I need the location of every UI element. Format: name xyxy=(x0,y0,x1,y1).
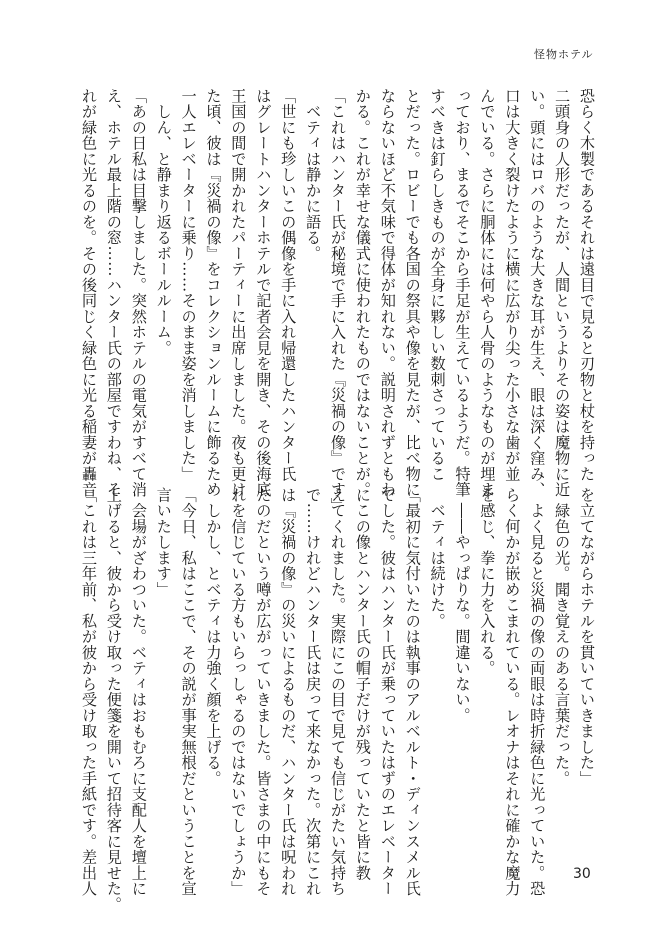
text-column: っており、まるでそこから手足が生えているようだ。特筆 xyxy=(453,88,472,498)
page-number: 30 xyxy=(573,866,591,882)
text-column: 口は大きく裂けたように横に広がり尖った小さな歯が並 xyxy=(503,88,522,482)
text-column: 上げると、彼から受け取った便箋を開いて招待客に見せた。 xyxy=(104,487,123,913)
text-column: 言いたします」 xyxy=(154,487,173,598)
text-column: で……けれどハンター氏は戻って来なかった。次第にこれ xyxy=(304,487,323,897)
text-column: 緑色の光。聞き覚えのある言葉だった。 xyxy=(553,487,572,787)
text-column: え、ホテル最上階の窓……ハンター氏の部屋ですわね、そ xyxy=(104,88,123,498)
text-column: 王国の間で開かれたパーティーに出席しました。夜も更け xyxy=(229,88,248,498)
text-column: 「これはハンター氏が秘境で手に入れた『災禍の像』です」 xyxy=(329,88,347,514)
text-column: ――やっぱりな。間違いない。 xyxy=(453,487,472,724)
text-column: よく見ると災禍の像の両眼は時折緑色に光っていた。恐 xyxy=(528,487,547,897)
text-column: 一人エレベーターに乗り……そのまま姿を消しました」 xyxy=(179,88,198,482)
text-column: ベティは静かに語る。 xyxy=(304,88,323,262)
text-column: かる。これが幸せな儀式に使われたものではないことが。 xyxy=(353,88,372,498)
text-column: ベティは続けた。 xyxy=(428,487,447,629)
text-column: れを信じている方もいらっしゃるのではないでしょうか」 xyxy=(229,487,248,897)
text-column: 「これは三年前、私が彼から受け取った手紙です。差出人 xyxy=(80,487,98,897)
text-column: 「世にも珍しいこの偶像を手に入れ帰還したハンター氏 xyxy=(279,88,298,482)
text-column: い。頭にはロバのような大きな耳が生え、眼は深く窪み、 xyxy=(528,88,547,498)
text-column: 会場がざわついた。ベティはおもむろに支配人を壇上に xyxy=(129,487,148,897)
text-column: れが緑色に光るのを。その後同じく緑色に光る稲妻が轟音 xyxy=(80,88,98,498)
text-column: 「今日、私はここで、その説が事実無根だということを宣 xyxy=(179,487,198,897)
running-head: 怪物ホテル xyxy=(534,48,594,61)
text-column: しん、と静まり返るボールルーム。 xyxy=(154,88,173,356)
text-column: た頃、彼は『災禍の像』をコレクションルームに飾るため xyxy=(204,88,223,498)
text-column: すべきは釘らしきものが全身に夥しい数刺さっているこ xyxy=(428,88,447,482)
text-column: 「最初に気付いたのは執事のアルベルト・ディンスメル氏 xyxy=(403,487,422,897)
text-column: しかし、とベティは力強く顔を上げる。 xyxy=(204,487,223,787)
text-column: でした。彼はハンター氏が乗っていたはずのエレベーター xyxy=(378,487,397,897)
text-column: 恐らく木製であるそれは遠目で見ると刃物と杖を持った xyxy=(578,88,596,482)
text-column: にこの像とハンター氏の帽子だけが残っていたと皆に教 xyxy=(353,487,372,881)
text-column: を感じ、拳に力を入れる。 xyxy=(478,487,497,676)
text-column: とだった。ロビーでも各国の祭具や像を見たが、比べ物に xyxy=(403,88,422,498)
text-column: は『災禍の像』の災いによるものだ、ハンター氏は呪われ xyxy=(279,487,298,897)
text-column: 二頭身の人形だったが、人間というよりその姿は魔物に近 xyxy=(553,88,572,498)
text-column: んでいる。さらに胴体には何やら人骨のようなものが埋ま xyxy=(478,88,497,498)
text-column: はグレートハンターホテルで記者会見を開き、その後海底 xyxy=(254,88,273,498)
text-column: えてくれました。実際にこの目で見ても信じがたい気持ち xyxy=(329,487,347,897)
text-column: 「あの日私は目撃しました。突然ホテルの電気がすべて消 xyxy=(129,88,148,498)
text-column: たのだという噂が広がっていきました。皆さまの中にもそ xyxy=(254,487,273,897)
text-column: ならないほど不気味で得体が知れない。説明されずともわ xyxy=(378,88,397,498)
text-column: を立てながらホテルを貫いていきました」 xyxy=(578,487,596,787)
text-column: らく何かが嵌めこまれている。レオナはそれに確かな魔力 xyxy=(503,487,522,897)
